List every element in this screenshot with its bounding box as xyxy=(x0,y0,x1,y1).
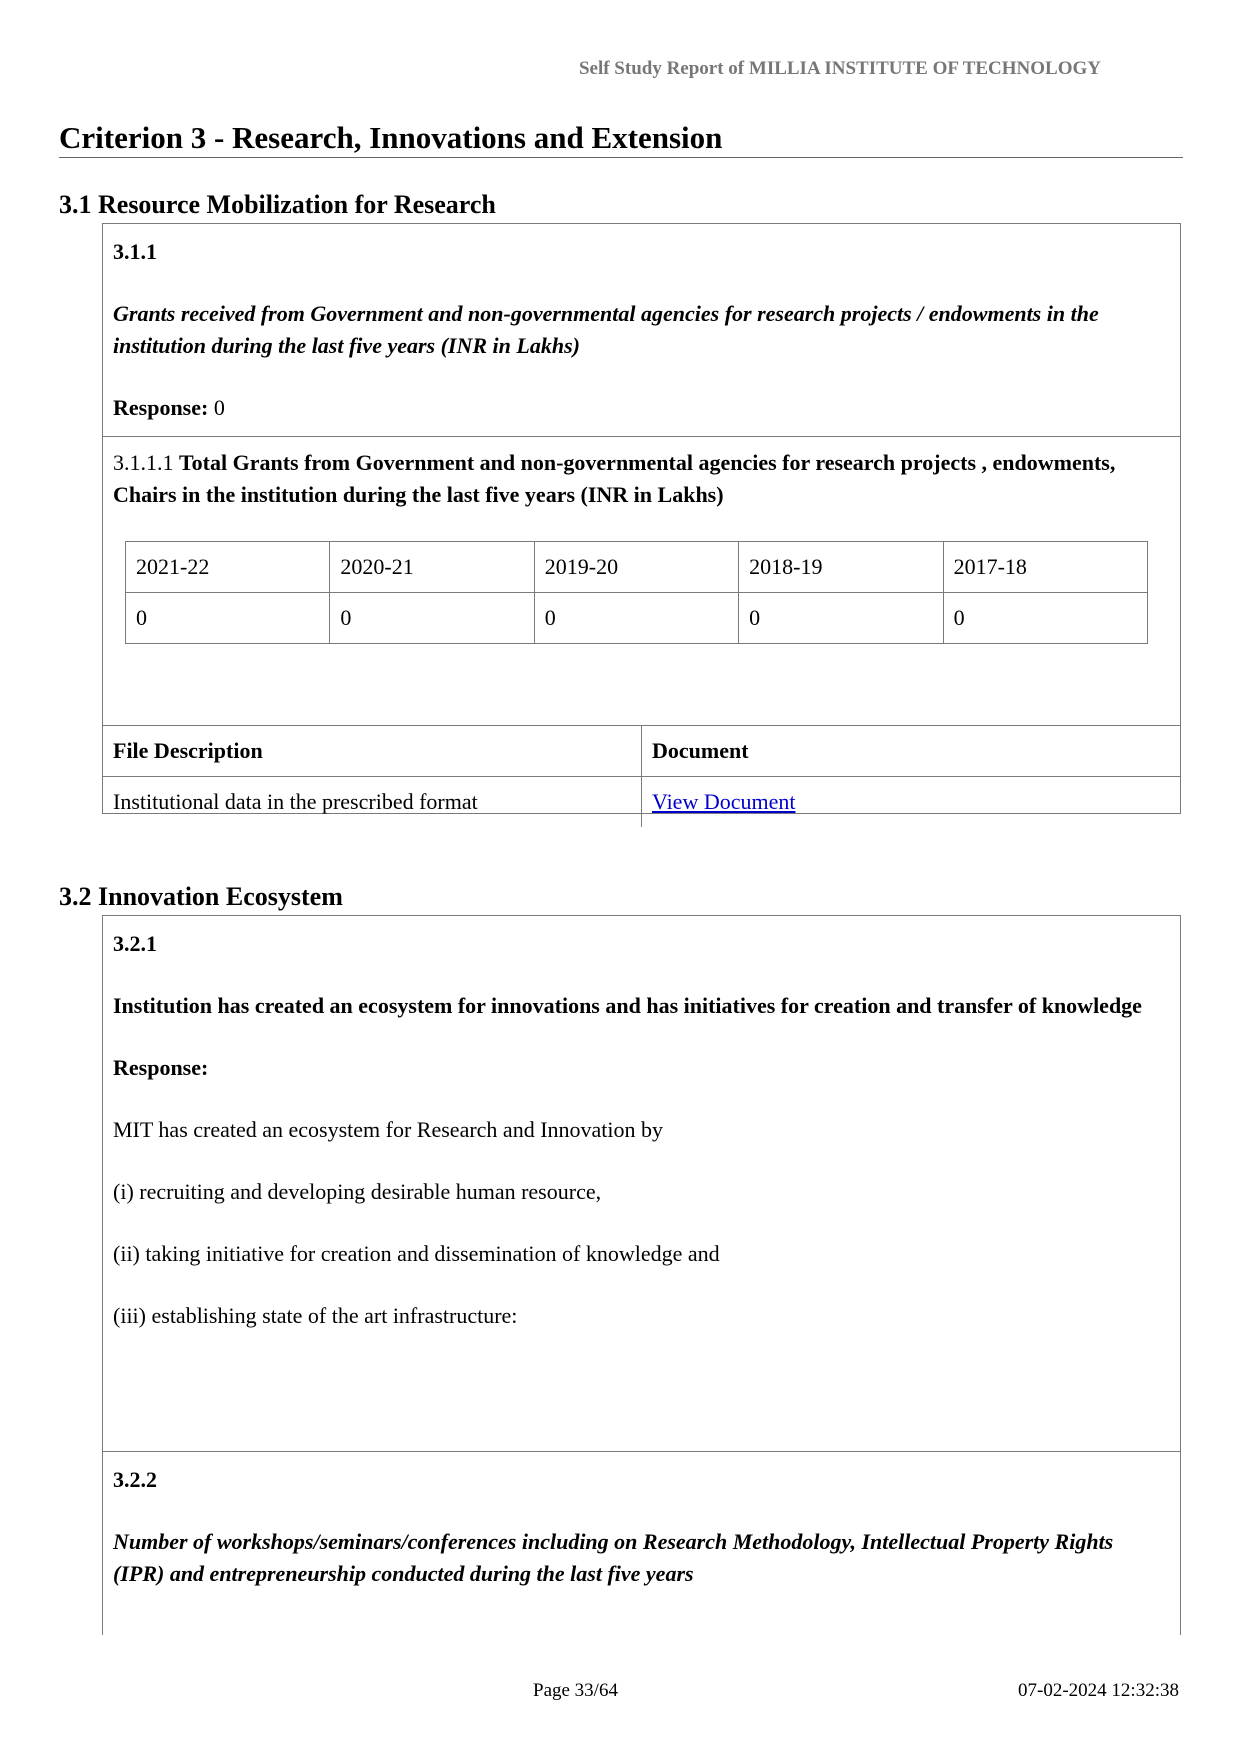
sub-metric-title: Total Grants from Government and non-governmental agencies for research projects , endowments, Chairs in the institution during the last five years (INR in Lakhs) xyxy=(113,450,1116,507)
report-header-title: Self Study Report of MILLIA INSTITUTE OF TECHNOLOGY xyxy=(578,58,1101,79)
year-cell: 2020-21 xyxy=(330,542,534,593)
metric-box-3-2 xyxy=(102,915,1181,1635)
metric-title: Institution has created an ecosystem for innovations and has initiatives for creation and transfer of knowledge xyxy=(113,993,1142,1018)
table-row xyxy=(103,726,1180,777)
metric-cell-3-2-1 xyxy=(103,916,1180,1451)
response-line xyxy=(113,392,1170,424)
value-cell: 0 xyxy=(943,593,1147,644)
value-cell: 0 xyxy=(739,593,943,644)
sub-metric-line xyxy=(113,447,1170,511)
metric-title: Number of workshops/seminars/conferences including on Research Methodology, Intellectual Property Rights (IPR) and entrepreneurship conducted during the last five years xyxy=(113,1529,1114,1586)
col-header-document: Document xyxy=(642,726,1181,777)
metric-box-3-1-1 xyxy=(102,223,1181,814)
response-label: Response: xyxy=(113,1055,209,1080)
section-heading-3-1: 3.1 Resource Mobilization for Research xyxy=(59,190,496,219)
col-header-file-description: File Description xyxy=(103,726,642,777)
year-cell: 2021-22 xyxy=(126,542,330,593)
response-label: Response: xyxy=(113,395,209,420)
response-paragraph: (i) recruiting and developing desirable human resource, xyxy=(113,1179,602,1204)
section-heading-3-2: 3.2 Innovation Ecosystem xyxy=(59,882,343,911)
view-document-link[interactable]: View Document xyxy=(652,789,796,814)
yearly-grants-table xyxy=(125,541,1148,644)
metric-id: 3.2.1 xyxy=(113,931,157,956)
metric-title: Grants received from Government and non-governmental agencies for research projects / endowments in the institution during the last five years (INR in Lakhs) xyxy=(113,301,1099,358)
response-paragraph: (iii) establishing state of the art infrastructure: xyxy=(113,1303,518,1328)
metric-cell-3-2-2 xyxy=(103,1452,1180,1590)
table-row xyxy=(126,593,1148,644)
sub-metric-id: 3.1.1.1 xyxy=(113,450,174,475)
value-cell: 0 xyxy=(534,593,738,644)
year-cell: 2018-19 xyxy=(739,542,943,593)
timestamp: 07-02-2024 12:32:38 xyxy=(1018,1680,1179,1701)
response-paragraph: MIT has created an ecosystem for Research and Innovation by xyxy=(113,1117,664,1142)
metric-id: 3.2.2 xyxy=(113,1467,157,1492)
response-value: 0 xyxy=(208,395,225,420)
file-description-table xyxy=(103,725,1180,827)
value-cell: 0 xyxy=(330,593,534,644)
sub-metric-cell xyxy=(103,437,1180,725)
metric-cell-3-1-1 xyxy=(103,224,1180,436)
response-paragraph: (ii) taking initiative for creation and dissemination of knowledge and xyxy=(113,1241,720,1266)
criterion-heading: Criterion 3 - Research, Innovations and Extension xyxy=(59,120,1183,158)
document-cell xyxy=(642,777,1181,828)
table-row xyxy=(103,777,1180,828)
page-number: Page 33/64 xyxy=(533,1680,618,1701)
file-description-cell: Institutional data in the prescribed format xyxy=(103,777,642,828)
year-cell: 2019-20 xyxy=(534,542,738,593)
metric-id: 3.1.1 xyxy=(113,239,157,264)
year-cell: 2017-18 xyxy=(943,542,1147,593)
table-row xyxy=(126,542,1148,593)
value-cell: 0 xyxy=(126,593,330,644)
